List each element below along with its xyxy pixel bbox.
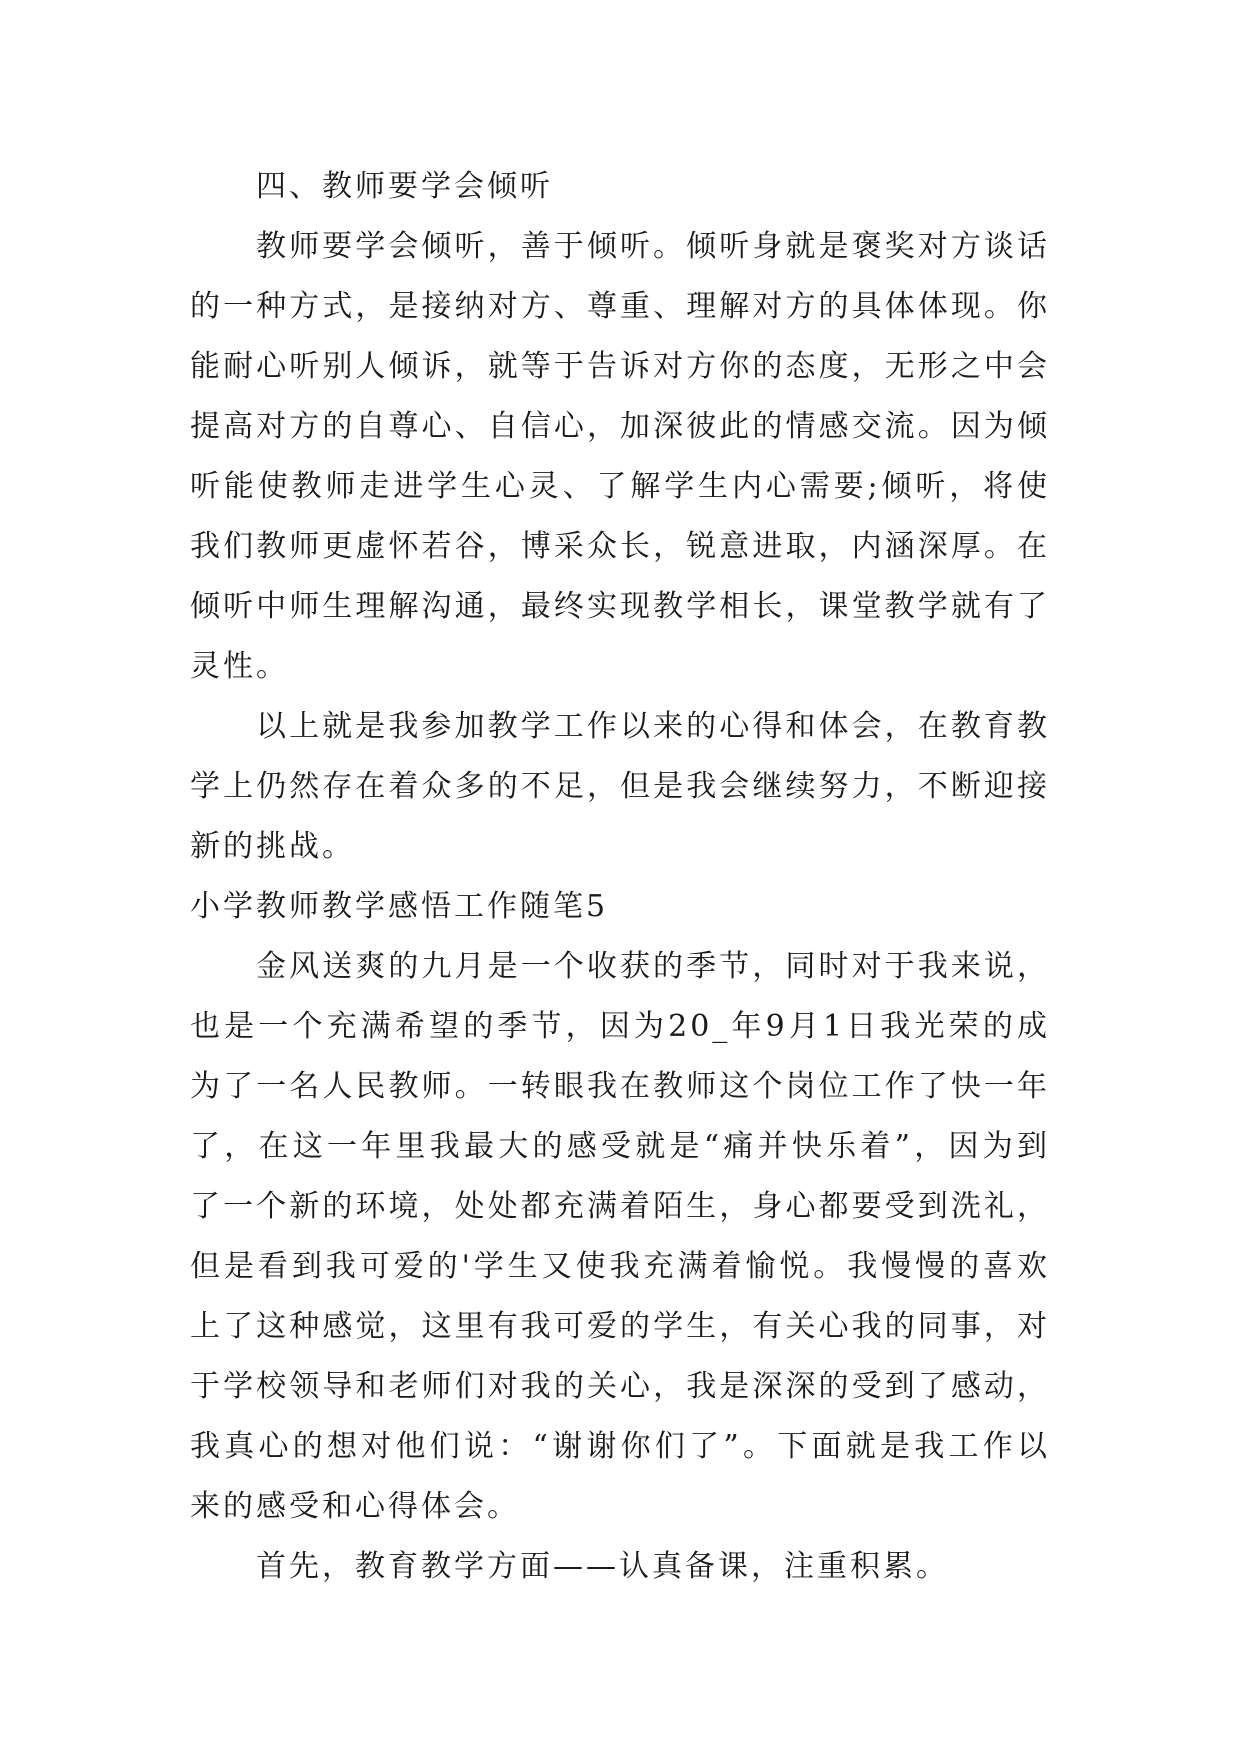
paragraph: 首先，教育教学方面——认真备课，注重积累。 [256,1549,949,1584]
article-title: 小学教师教学感悟工作随笔5 [190,889,609,924]
paragraph: 教师要学会倾听，善于倾听。倾听身就是褒奖对方谈话的一种方式，是接纳对方、尊重、理解对方的具体体现。你能耐心听别人倾诉，就等于告诉对方你的态度，无形之中会提高对方的自尊心、自信心，加深彼此的情感交流。因为倾听能使教师走进学生心灵、了解学生内心需要;倾听，将使我们教师更虚怀若谷，博采众长，锐意进取，内涵深厚。在倾听中师生理解沟通，最终实现教学相长，课堂教学就有了灵性。 [190,229,1050,684]
document-body [190,157,1050,1597]
section-heading: 四、教师要学会倾听 [256,169,553,204]
paragraph: 金风送爽的九月是一个收获的季节，同时对于我来说，也是一个充满希望的季节，因为20_年9月1日我光荣的成为了一名人民教师。一转眼我在教师这个岗位工作了快一年了，在这一年里我最大的感受就是“痛并快乐着”，因为到了一个新的环境，处处都充满着陌生，身心都要受到洗礼，但是看到我可爱的'学生又使我充满着愉悦。我慢慢的喜欢上了这种感觉，这里有我可爱的学生，有关心我的同事，对于学校领导和老师们对我的关心，我是深深的受到了感动，我真心的想对他们说：“谢谢你们了”。下面就是我工作以来的感受和心得体会。 [190,949,1050,1524]
paragraph: 以上就是我参加教学工作以来的心得和体会，在教育教学上仍然存在着众多的不足，但是我会继续努力，不断迎接新的挑战。 [190,709,1050,864]
